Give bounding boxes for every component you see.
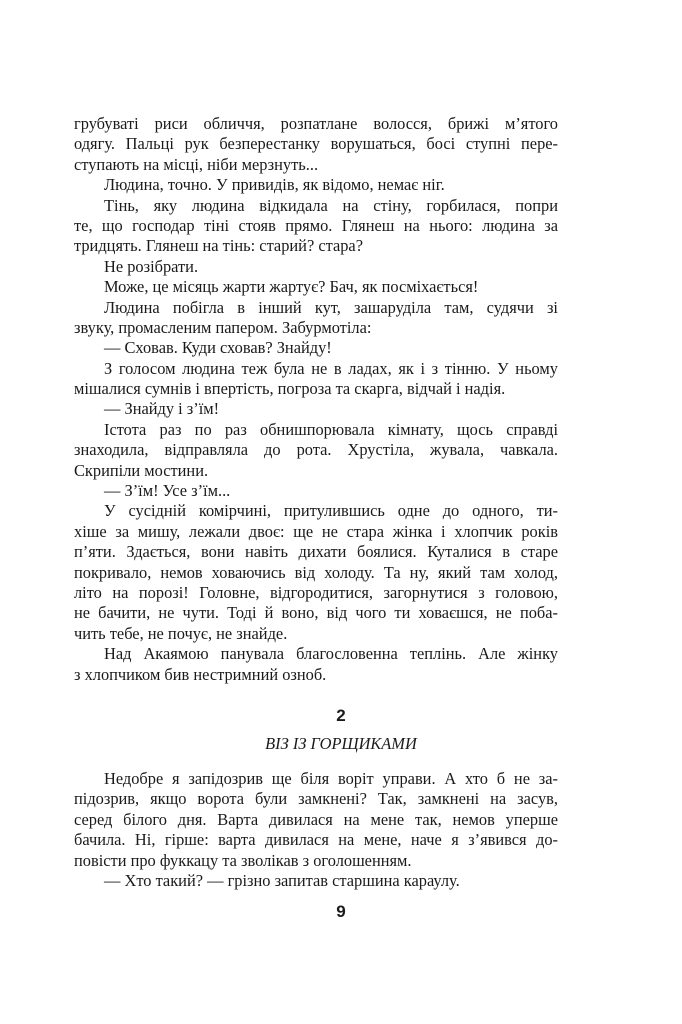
text-line: чить тебе, не почує, не знайде. [74, 623, 288, 643]
text-line: підозрив, якщо ворота були замкнені? Так, замкнені на засув, [74, 789, 558, 809]
text-line: — Сховав. Куди сховав? Знайду! [104, 338, 332, 358]
text-line: — Знайду і з’їм! [104, 399, 220, 419]
text-line: не бачити, не чути. Тоді й воно, від чого ти ховаєшся, не поба- [74, 603, 558, 623]
text-line: Над Акаямою панувала благословенна теплінь. Але жінку [104, 644, 558, 664]
paragraph [74, 501, 558, 644]
paragraph [74, 359, 558, 400]
paragraph [74, 481, 558, 501]
text-line: повісти про фуккацу та зволікав з оголошенням. [74, 850, 412, 870]
text-line: покривало, немов ховаючись від холоду. Та ну, який там холод, [74, 562, 558, 582]
text-line: хіше за мишу, лежали двоє: ще не стара жінка і хлопчик років [74, 521, 558, 541]
chapter-number: 2 [336, 706, 346, 725]
paragraph [74, 338, 558, 358]
text-line: знаходила, відправляла до рота. Хрустіла, жувала, чавкала. [74, 440, 558, 460]
text-line: Людина, точно. У привидів, як відомо, немає ніг. [104, 175, 445, 195]
text-line: п’яти. Здається, вони навіть дихати боялися. Куталися в старе [74, 542, 558, 562]
paragraph [74, 769, 558, 871]
paragraph [74, 277, 558, 297]
text-line: Недобре я запідозрив ще біля воріт управи. А хто б не за- [104, 769, 558, 788]
text-line: літо на порозі! Головне, відгородитися, загорнутися з головою, [74, 582, 558, 602]
text-line: тридцять. Глянеш на тінь: старий? стара? [74, 236, 363, 256]
text-line: Істота раз по раз обнишпорювала кімнату, щось справді [104, 419, 558, 439]
text-line: мішалися сумнів і впертість, погроза та скарга, відчай і надія. [74, 379, 506, 399]
body-text-section-2 [74, 769, 558, 891]
body-text-section-1 [74, 114, 558, 685]
text-line: Тінь, яку людина відкидала на стіну, горбилася, попри [104, 195, 558, 215]
text-line: — Хто такий? — грізно запитав старшина караулу. [104, 870, 460, 890]
paragraph [74, 644, 558, 685]
text-line: З голосом людина теж була не в ладах, як і з тінню. У ньому [104, 358, 558, 378]
paragraph [74, 399, 558, 419]
chapter-title: ВІЗ ІЗ ГОРЩИКАМИ [265, 734, 417, 753]
text-line: Не розібрати. [104, 256, 199, 276]
paragraph [74, 114, 558, 175]
text-line: серед білого дня. Варта дивилася на мене так, немов уперше [74, 809, 558, 829]
text-line: — З’їм! Усе з’їм... [104, 481, 231, 501]
paragraph [74, 196, 558, 257]
text-line: звуку, промасленим папером. Забурмотіла: [74, 317, 372, 337]
text-line: одягу. Пальці рук безперестанку ворушаться, босі ступні пере- [74, 134, 558, 154]
text-line: грубуваті риси обличчя, розпатлане волосся, брижі м’ятого [74, 114, 558, 133]
text-line: Може, це місяць жарти жартує? Бач, як посміхається! [104, 277, 479, 297]
text-line: бачила. Ні, гірше: варта дивилася на мене, наче я з’явився до- [74, 830, 558, 850]
paragraph [74, 175, 558, 195]
text-line: з хлопчиком бив нестримний озноб. [74, 664, 327, 684]
paragraph [74, 298, 558, 339]
page-number: 9 [336, 902, 346, 921]
text-line: Людина побігла в інший кут, зашаруділа там, судячи зі [104, 297, 558, 317]
paragraph [74, 871, 558, 891]
paragraph [74, 420, 558, 481]
text-line: ступають на місці, ніби мерзнуть... [74, 154, 319, 174]
text-line: те, що господар тіні стояв прямо. Глянеш на нього: людина за [74, 215, 558, 235]
text-line: У сусідній комірчині, притулившись одне до одного, ти- [104, 501, 558, 521]
paragraph [74, 257, 558, 277]
text-line: Скрипіли мостини. [74, 460, 209, 480]
